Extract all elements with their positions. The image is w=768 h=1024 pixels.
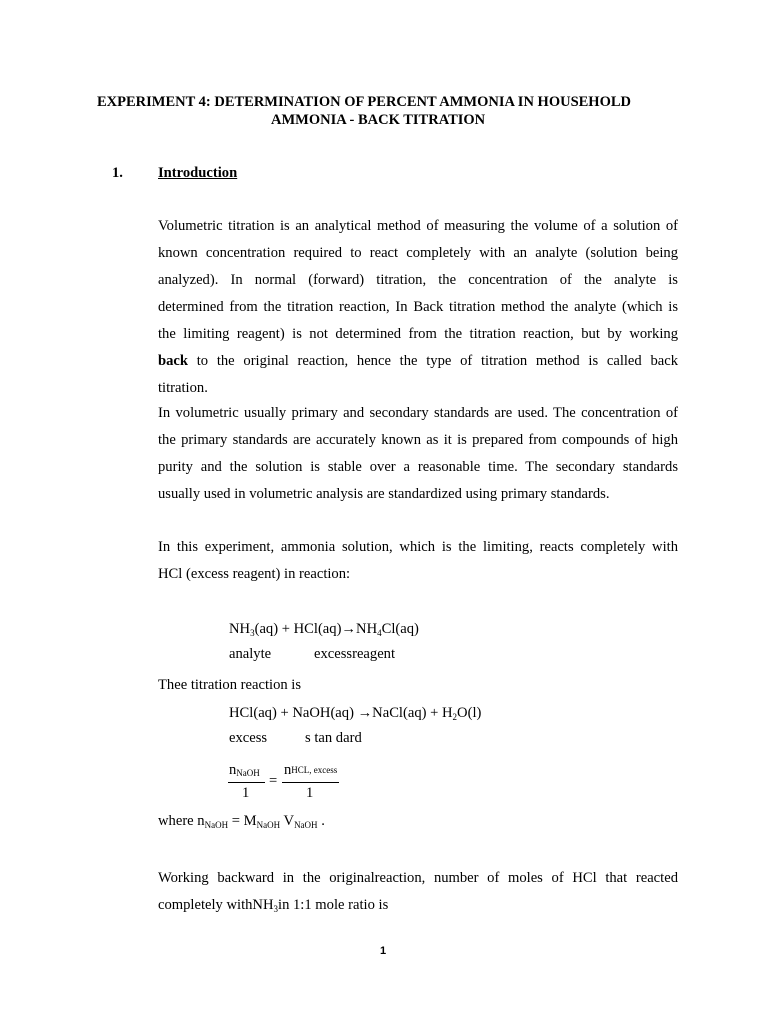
paragraph-3-line: HCl (excess reagent) in reaction: — [158, 566, 351, 582]
paragraph-4-line-2 — [158, 892, 678, 919]
fraction-subscript: HCL, excess — [291, 765, 338, 775]
bold-back: back — [158, 353, 189, 369]
fraction-equals: = — [269, 773, 278, 789]
section-number: 1. — [112, 165, 123, 181]
where-subscript: NaOH — [256, 820, 281, 830]
fraction-right-denominator: 1 — [306, 785, 314, 801]
reaction-1-label-analyte: analyte — [229, 646, 272, 662]
paragraph-2-line: In volumetric usually primary and secondary standards are used. The concentration of — [158, 405, 678, 421]
paragraph-1-line: known concentration required to react completely with an analyte (solution being — [158, 245, 678, 261]
reaction-2-label-excess: excess — [229, 730, 268, 746]
reaction-1-text: NH — [229, 621, 251, 637]
paragraph-2-line: purity and the solution is stable over a reasonable time. The secondary standards — [158, 459, 678, 475]
fraction-left-bar — [228, 782, 265, 783]
paragraph-1-line-6-rest: to the original reaction, hence the type of titration method is called back — [188, 353, 678, 369]
where-text: where n — [158, 813, 205, 829]
paragraph-1-line-7: titration. — [158, 380, 208, 396]
reaction-1-text: Cl(aq) — [381, 621, 419, 637]
title-line-1: EXPERIMENT 4: DETERMINATION OF PERCENT AMMONIA IN HOUSEHOLD — [97, 94, 632, 110]
paragraph-2-line: usually used in volumetric analysis are standardized using primary standards. — [158, 486, 610, 502]
reaction-2-equation — [229, 705, 481, 722]
paragraph-4-text: completely withNH — [158, 897, 274, 913]
where-subscript: NaOH — [294, 820, 318, 830]
paragraph-1-line: the limiting reagent) is not determined from the titration reaction, but by working — [158, 326, 678, 342]
paragraph-4 — [158, 865, 678, 919]
fraction-text: n — [284, 762, 292, 778]
fraction-right-numerator — [284, 762, 337, 779]
reaction-2-subscript: 2 — [452, 712, 458, 722]
fraction-left-numerator — [229, 762, 260, 779]
fraction-right-bar — [282, 782, 339, 783]
page-number: 1 — [380, 945, 387, 957]
paragraph-1-line: determined from the titration reaction, In Back titration method the analyte (which is — [158, 299, 678, 315]
fraction-left-denominator: 1 — [242, 785, 250, 801]
paragraph-4-line: Working backward in the originalreaction, number of moles of HCl that reacted — [158, 870, 678, 886]
paragraph-3-line: In this experiment, ammonia solution, which is the limiting, reacts completely with — [158, 539, 678, 555]
where-subscript: NaOH — [204, 820, 229, 830]
section-heading: Introduction — [158, 165, 238, 181]
paragraph-4-subscript: 3 — [273, 904, 279, 914]
reaction-1-subscript: 4 — [377, 628, 382, 638]
where-text: V — [280, 813, 295, 829]
paragraph-1-line: analyzed). In normal (forward) titration, the concentration of the analyte is — [158, 272, 678, 288]
paragraph-2 — [158, 400, 678, 508]
fraction-text: n — [229, 762, 237, 778]
paragraph-1 — [158, 213, 678, 402]
reaction-2-label-standard: s tan dard — [305, 730, 362, 746]
where-text: . — [317, 813, 325, 829]
paragraph-3 — [158, 534, 678, 588]
where-text: = M — [228, 813, 257, 829]
reaction-1-label-excess: excessreagent — [314, 646, 396, 662]
titration-intro: Thee titration reaction is — [158, 677, 302, 693]
reaction-1-equation — [229, 621, 419, 638]
fraction-subscript: NaOH — [236, 768, 260, 778]
paragraph-1-line-6 — [158, 348, 678, 375]
reaction-1-text: (aq) + HCl(aq)→NH — [254, 621, 378, 637]
paragraph-4-text: in 1:1 mole ratio is — [278, 897, 389, 913]
reaction-2-text: HCl(aq) + NaOH(aq) →NaCl(aq) + H — [229, 705, 453, 721]
where-line — [158, 813, 325, 830]
paragraph-2-line: the primary standards are accurately known as it is prepared from compounds of high — [158, 432, 678, 448]
paragraph-1-line: Volumetric titration is an analytical method of measuring the volume of a solution of — [158, 218, 678, 234]
reaction-1-subscript: 3 — [250, 628, 255, 638]
reaction-2-text: O(l) — [457, 705, 482, 721]
title-line-2: AMMONIA - BACK TITRATION — [271, 112, 486, 128]
